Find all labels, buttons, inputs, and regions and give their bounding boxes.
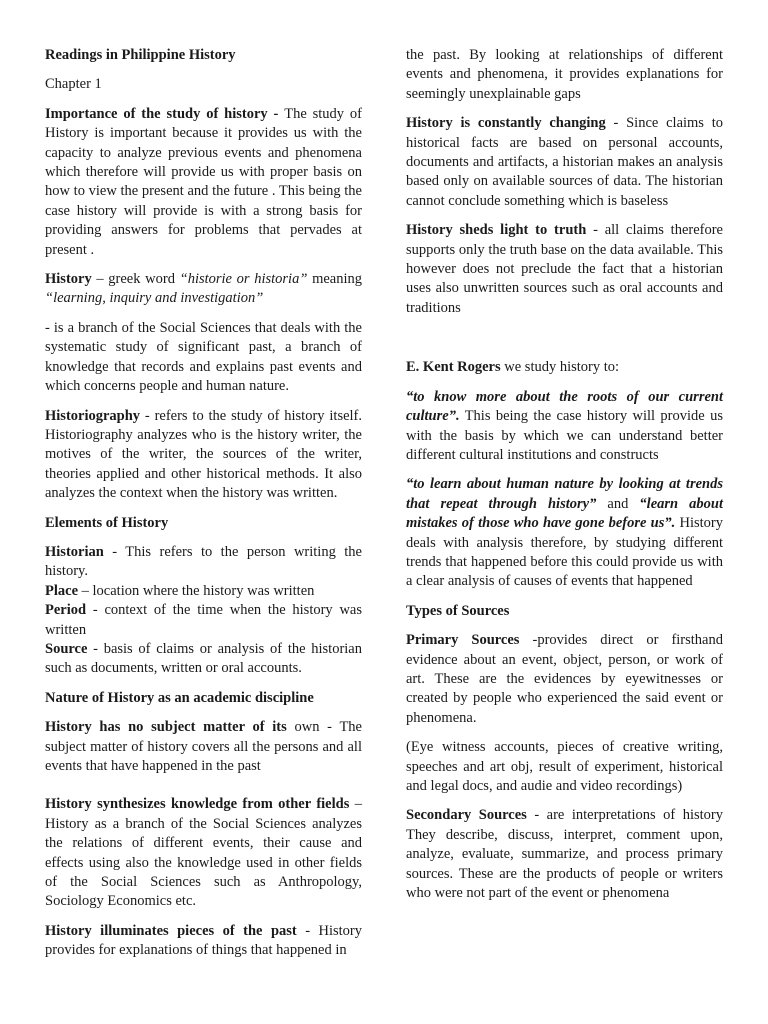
illuminates-paragraph: History illuminates pieces of the past - History provides for explanations of things that happened in	[45, 922, 362, 959]
synthesizes-paragraph: History synthesizes knowledge from other fields – History as a branch of the Social Sciences analyzes the relations of different events, their cause and effects using also the knowledge used in other fields of the Social Sciences such as Anthropology, Sociology Economics etc.	[45, 796, 362, 910]
importance-term: Importance of the study of history	[45, 105, 268, 122]
roots-paragraph: “to know more about the roots of our current culture”. This being the case history will provide us with the basis by which we can understand better different cultural institutions and constructs	[406, 388, 723, 463]
nature-heading: Nature of History as an academic discipline	[45, 689, 314, 706]
historiography-term: Historiography	[45, 407, 141, 424]
history-definition: History – greek word “historie or historia” meaning “learning, inquiry and investigation”	[45, 271, 362, 307]
branch-paragraph: - is a branch of the Social Sciences that deals with the systematic study of significant past, a branch of knowledge that records and explains past events and which concerns people and human nature.	[45, 319, 362, 395]
rogers-intro: E. Kent Rogers we study history to:	[406, 359, 620, 376]
illuminates-continuation: the past. By looking at relationships of different events and phenomena, it provides explanations for seemingly unexplainable gaps	[406, 47, 723, 102]
no-subject-paragraph: History has no subject matter of its own - The subject matter of history covers all the persons and all events that have happened in the past	[45, 719, 362, 774]
element-item: Source - basis of claims or analysis of the historian such as documents, written or oral accounts.	[45, 640, 362, 677]
element-item: Place – location where the history was written	[45, 582, 315, 599]
trends-paragraph: “to learn about human nature by looking at trends that repeat through history” and “learn about mistakes of those who have gone before us”. History deals with analysis therefore, by studying different trends that happened before this could provide us with a clear analysis of causes of events that happened	[406, 476, 724, 590]
element-item: Historian - This refers to the person writing the history.	[45, 543, 362, 580]
types-heading: Types of Sources	[406, 602, 510, 619]
document-title: Readings in Philippine History	[45, 47, 236, 63]
truth-paragraph: History sheds light to truth - all claims therefore supports only the truth base on the data available. This however does not preclude the fact that a historian uses also unwritten sources such as oral accounts and traditions	[406, 222, 723, 316]
elements-heading: Elements of History	[45, 514, 169, 531]
elements-list	[45, 543, 362, 679]
left-column	[45, 46, 362, 961]
secondary-paragraph: Secondary Sources - are interpretations of history They describe, discuss, interpret, comment upon, analyze, evaluate, summarize, and process primary sources. These are the products of people or writers who were not part of the event or phenomena	[406, 807, 723, 902]
historiography-paragraph: Historiography - refers to the study of history itself. Historiography analyzes who is the history writer, the motives of the writer, the sources of the writer, theories applied and other historical methods. It also analyzes the context when the history was written.	[45, 407, 362, 502]
right-column	[406, 46, 723, 903]
chapter-label: Chapter 1	[45, 76, 102, 93]
history-term: History	[45, 271, 92, 288]
changing-paragraph: History is constantly changing - Since claims to historical facts are based on personal accounts, documents and artifacts, a historian makes an analysis based only on available sources of data. The historian cannot conclude something which is baseless	[406, 115, 724, 209]
element-item: Period - context of the time when the history was written	[45, 602, 362, 638]
primary-paragraph: Primary Sources -provides direct or firsthand evidence about an event, object, person, or work of art. These are the evidences by eyewitnesses or created by people who experienced the said event or phenomena.	[406, 632, 723, 726]
importance-paragraph: Importance of the study of history - The study of History is important because it provides us with the capacity to analyze previous events and phenomena which therefore will provide us with proper basis on how to view the present and the future . This being the case history will provide is with a strong basis for providing answers for problems that pervades at present .	[45, 105, 362, 258]
primary-examples: (Eye witness accounts, pieces of creative writing, speeches and art obj, result of experiment, historical and legal docs, and audie and video recordings)	[406, 739, 723, 794]
